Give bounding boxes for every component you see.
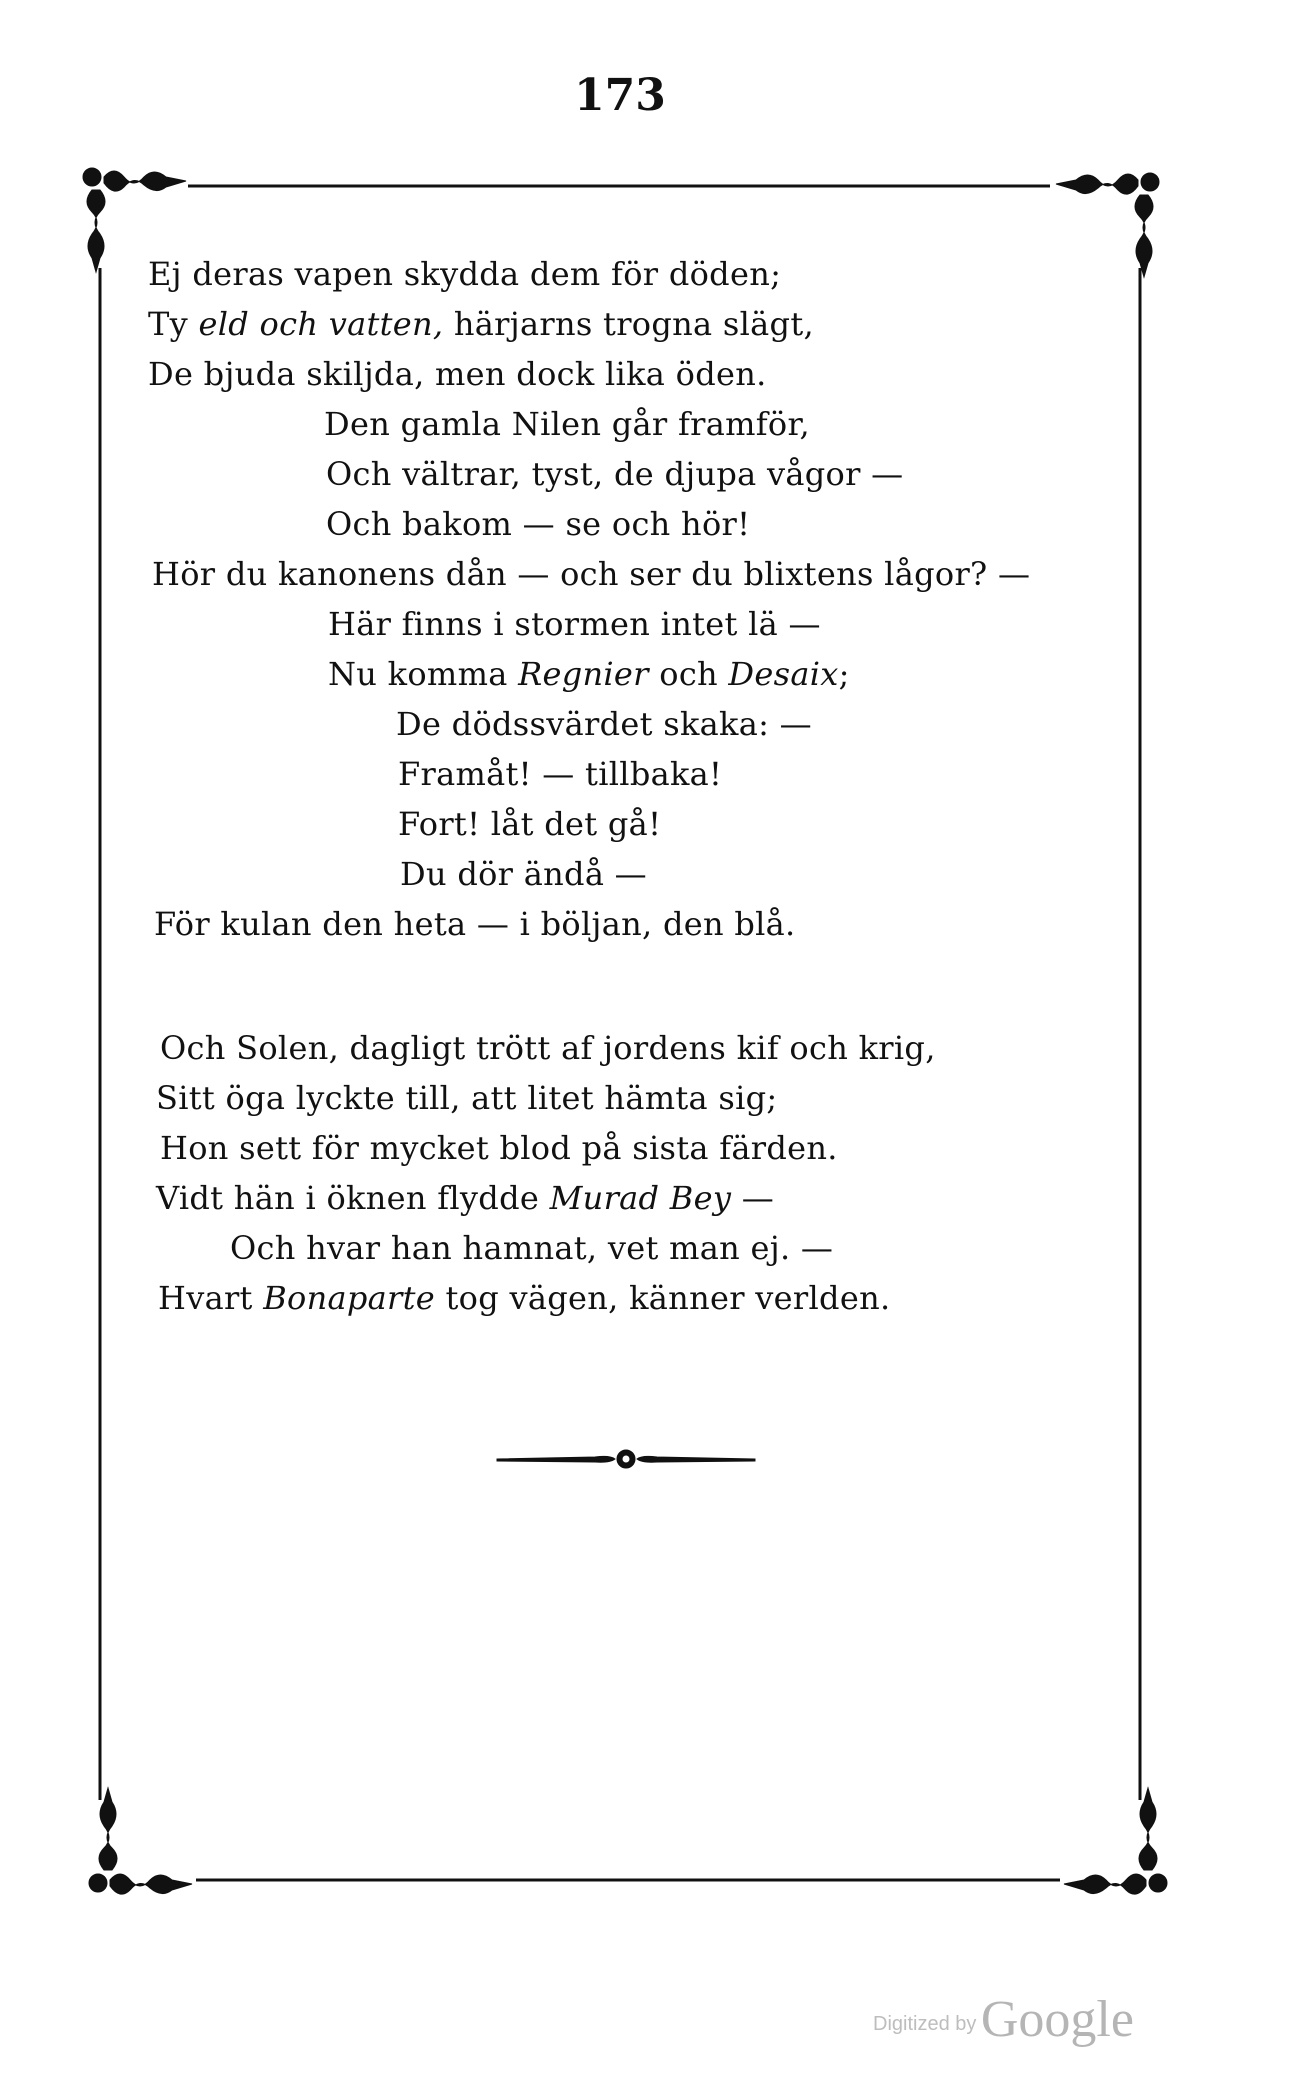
ornamental-divider <box>495 1445 757 1475</box>
text-run: Du dör ändå — <box>400 855 647 893</box>
poem-line <box>156 1078 777 1118</box>
digitized-by-label: Digitized by <box>873 2013 977 2035</box>
poem-line <box>328 604 821 644</box>
poem-line <box>160 1128 838 1168</box>
google-logo-text: Google <box>980 1991 1134 2048</box>
text-run: — <box>731 1179 775 1217</box>
page-number: 173 <box>574 70 666 121</box>
poem-line <box>328 654 850 694</box>
italic-text: Murad Bey <box>549 1179 732 1217</box>
poem-line <box>158 1278 890 1318</box>
text-run: Ty <box>148 305 199 343</box>
poem-line <box>148 304 814 344</box>
italic-text: Desaix <box>728 655 839 693</box>
corner-ornament-top-right <box>1056 173 1159 277</box>
poem-line <box>398 754 722 794</box>
text-run: tog vägen, känner verlden. <box>435 1279 891 1317</box>
text-run: Här finns i stormen intet lä — <box>328 605 821 643</box>
poem-line <box>156 1178 774 1218</box>
poem-line <box>396 704 812 744</box>
corner-ornament-bottom-left <box>89 1788 192 1894</box>
text-run: Hör du kanonens dån — och ser du blixtens lågor? — <box>152 555 1031 593</box>
text-run: De bjuda skiljda, men dock lika öden. <box>148 355 767 393</box>
text-run: Nu komma <box>328 655 519 693</box>
text-run: Vidt hän i öknen flydde <box>156 1179 550 1217</box>
poem-line <box>160 1028 936 1068</box>
text-run: Framåt! — tillbaka! <box>398 755 723 793</box>
corner-ornament-bottom-right <box>1064 1788 1167 1894</box>
digitized-by-google-watermark <box>873 1990 1134 2049</box>
text-run: Fort! låt det gå! <box>398 805 662 843</box>
text-run: Sitt öga lyckte till, att litet hämta sig; <box>156 1079 778 1117</box>
text-run: härjarns trogna slägt, <box>443 305 814 343</box>
poem-line <box>230 1228 833 1268</box>
poem-line <box>152 554 1030 594</box>
poem-line <box>148 354 767 394</box>
text-run: De dödssvärdet skaka: — <box>396 705 812 743</box>
text-run: För kulan den heta — i böljan, den blå. <box>154 905 796 943</box>
text-run: Och hvar han hamnat, vet man ej. — <box>230 1229 834 1267</box>
text-run: Hon sett för mycket blod på sista färden. <box>160 1129 838 1167</box>
poem-line <box>398 804 661 844</box>
poem-line <box>326 504 750 544</box>
text-run: Den gamla Nilen går framför, <box>324 405 811 443</box>
poem-line <box>324 404 810 444</box>
italic-text: Regnier <box>518 655 649 693</box>
text-run: Ej deras vapen skydda dem för döden; <box>148 255 782 293</box>
poem-line <box>326 454 903 494</box>
poem-line <box>148 254 781 294</box>
poem-line <box>400 854 647 894</box>
italic-text: Bonaparte <box>263 1279 436 1317</box>
text-run: och <box>648 655 729 693</box>
text-run: Och vältrar, tyst, de djupa vågor — <box>326 455 904 493</box>
poem-line <box>154 904 796 944</box>
text-run: Och bakom — se och hör! <box>326 505 751 543</box>
text-run: Hvart <box>158 1279 264 1317</box>
italic-text: eld och vatten, <box>198 305 444 343</box>
text-run: Och Solen, dagligt trött af jordens kif och krig, <box>160 1029 936 1067</box>
text-run: ; <box>838 655 850 693</box>
